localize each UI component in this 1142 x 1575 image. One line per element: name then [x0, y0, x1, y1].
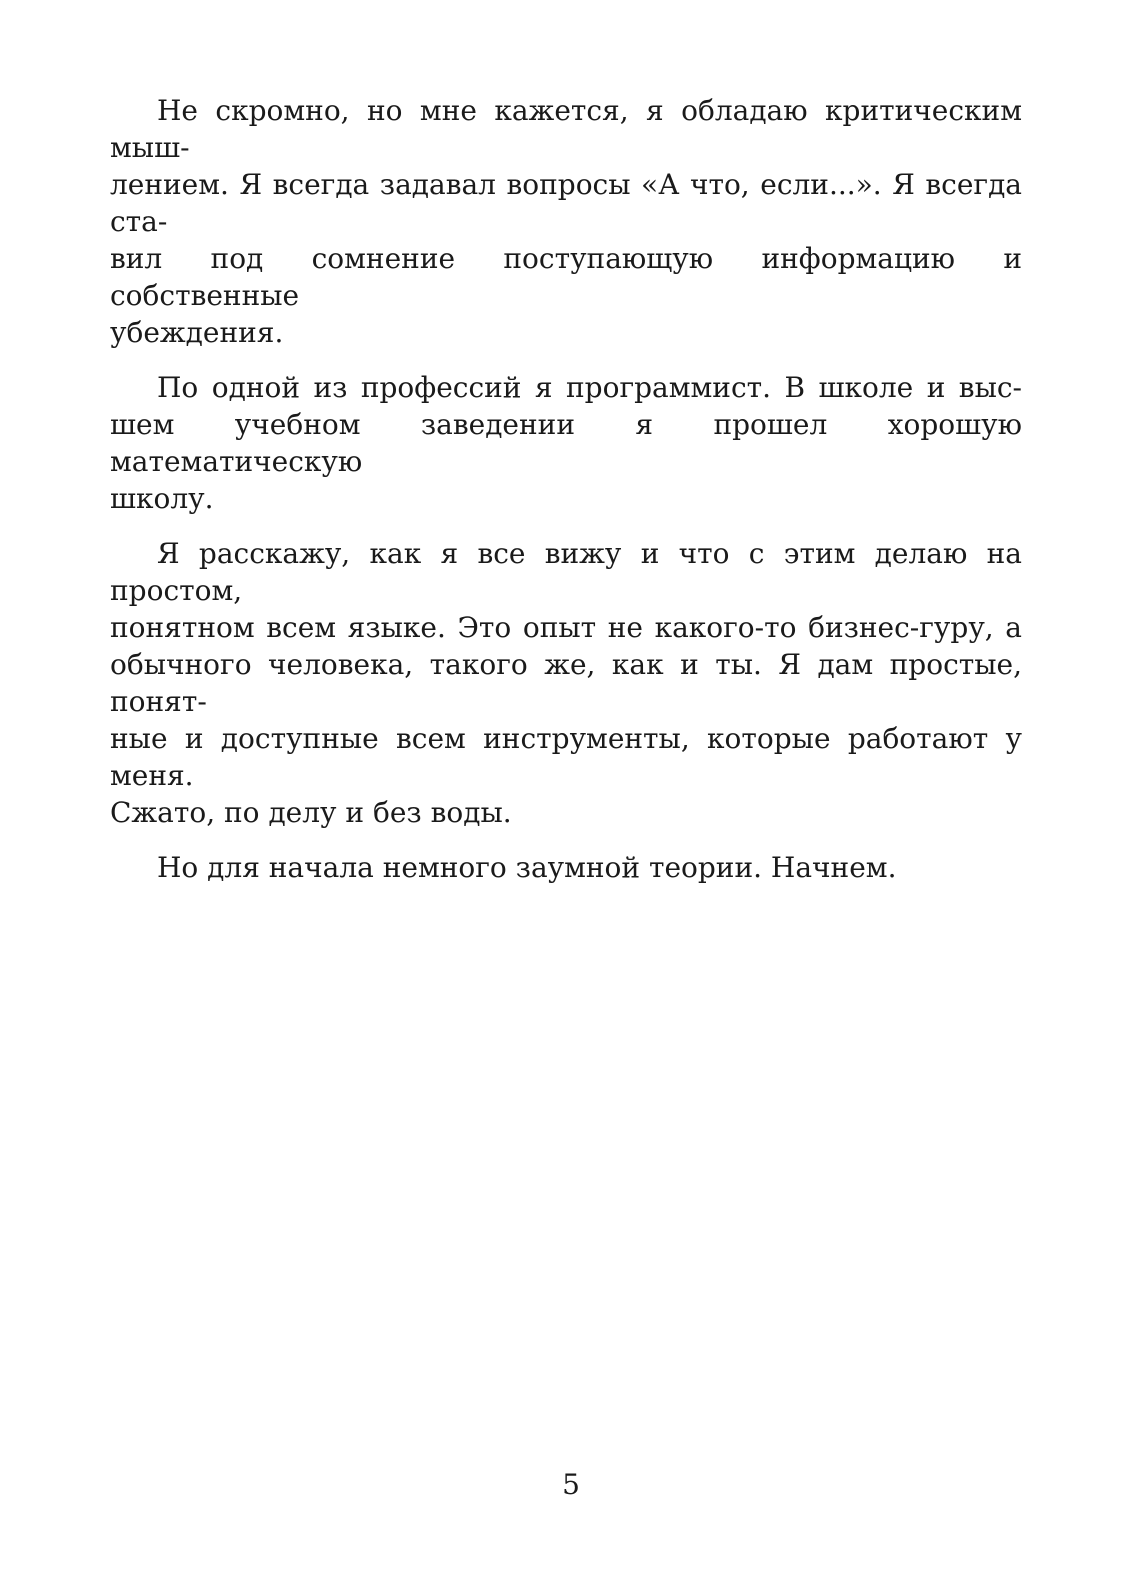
text-line: Сжато, по делу и без воды. — [110, 796, 512, 829]
paragraph-simple-language — [110, 535, 1022, 831]
paragraph-critical-thinking — [110, 92, 1022, 351]
text-line: лением. Я всегда задавал вопросы «А что, если...». Я всегда ста- — [110, 168, 1022, 238]
paragraph-theory-start — [110, 849, 1022, 886]
text-line: Не скромно, но мне кажется, я обладаю критическим мыш- — [110, 94, 1022, 164]
text-line: По одной из профессий я программист. В школе и выс- — [157, 371, 1022, 404]
text-line: школу. — [110, 482, 214, 515]
text-line: ные и доступные всем инструменты, которые работают у меня. — [110, 722, 1022, 792]
text-line: вил под сомнение поступающую информацию и собственные — [110, 242, 1022, 312]
text-line: шем учебном заведении я прошел хорошую математическую — [110, 408, 1022, 478]
text-line: Но для начала немного заумной теории. Начнем. — [157, 851, 897, 884]
text-line: понятном всем языке. Это опыт не какого-то бизнес-гуру, а — [110, 611, 1022, 644]
text-line: убеждения. — [110, 316, 284, 349]
page-number: 5 — [562, 1468, 580, 1501]
paragraph-programmer — [110, 369, 1022, 517]
body-text — [110, 92, 1022, 904]
text-line: Я расскажу, как я все вижу и что с этим делаю на простом, — [110, 537, 1022, 607]
text-line: обычного человека, такого же, как и ты. Я дам простые, понят- — [110, 648, 1022, 718]
